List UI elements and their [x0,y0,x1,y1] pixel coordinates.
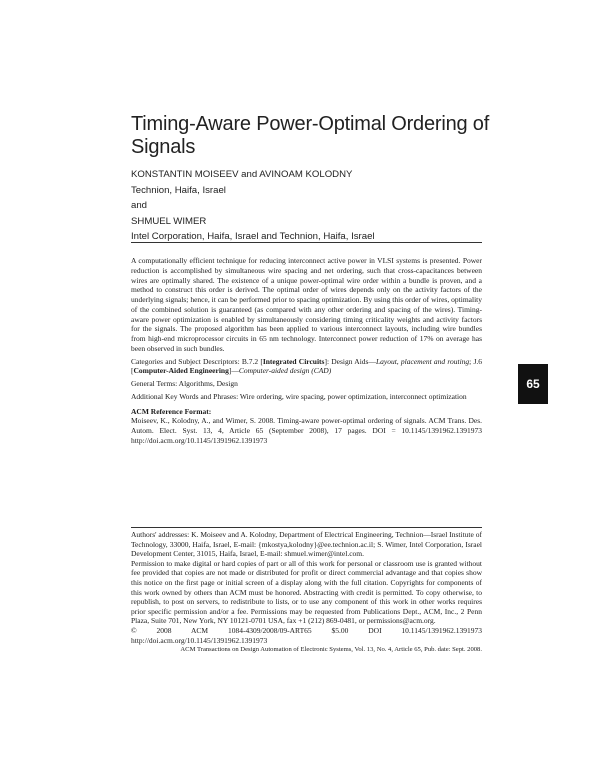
author-block [131,167,375,245]
authors-addresses: Authors' addresses: K. Moiseev and A. Kolodny, Department of Electrical Engineering, Technion—Israel Institute of Technology, 33000, Haifa, Israel, E-mail: {mkostya,kolodny}@ee.technion.ac.il; S. Wimer, Intel Corporation, Israel Development Center, 31015, Haifa, Israel, E-mail: shmuel.wimer@intel.com. [131,530,482,559]
footnote-divider [131,527,482,528]
permission-notice: Permission to make digital or hard copies of part or all of this work for personal or classroom use is granted without fee provided that copies are not made or distributed for profit or direct commercial advantage and that copies show this notice on the first page or initial screen of a display along with the full citation. Copyrights for components of this work owned by others than ACM must be honored. Abstracting with credit is permitted. To copy otherwise, to republish, to post on servers, to redistribute to lists, or to use any component of this work in other works requires prior specific permission and/or a fee. Permissions may be requested from Publications Dept., ACM, Inc., 2 Penn Plaza, Suite 701, New York, NY 10121-0701 USA, fax +1 (212) 869-0481, or permissions@acm.org. [131,558,482,626]
general-terms: General Terms: Algorithms, Design [131,379,238,388]
author-line-2: SHMUEL WIMER [131,215,207,227]
paper-title: Timing-Aware Power-Optimal Ordering of Signals [131,113,490,158]
acm-reference-text: Moiseev, K., Kolodny, A., and Wimer, S. 2008. Timing-aware power-optimal ordering of signals. ACM Trans. Des. Autom. Elect. Syst. 13, 4, Article 65 (September 2008), 17 pages. DOI = 10.1145/1391962.1391973 http://doi.acm.org/10.1145/1391962.1391973 [131,416,482,445]
abstract-section [131,256,482,446]
copyright-line: © 2008 ACM 1084-4309/2008/09-ART65 $5.00 DOI 10.1145/1391962.1391973 http://doi.acm.org/10.1145/1391962.1391973 [131,625,482,645]
journal-footer: ACM Transactions on Design Automation of Electronic Systems, Vol. 13, No. 4, Article 65, Pub. date: Sept. 2008. [180,646,482,653]
categories-line: Categories and Subject Descriptors: B.7.2 [Integrated Circuits]: Design Aids—Layout, placement and routing; J.6 [Computer-Aided Engineering]—Computer-aided design (CAD) [131,356,483,376]
footnote-section [131,530,482,645]
acm-reference-heading: ACM Reference Format: [131,406,212,416]
author-affiliation-1: Technion, Haifa, Israel [131,184,226,196]
header-divider [131,242,482,243]
page-number-tab: 65 [518,364,548,404]
author-line-1: KONSTANTIN MOISEEV and AVINOAM KOLODNY [131,169,353,180]
author-and: and [131,200,148,212]
abstract-text: A computationally efficient technique for reducing interconnect active power in VLSI systems is presented. Power reduction is accomplished by simultaneous wire spacing and net ordering, such that cross-capacitances between wires are optimally shared. The existence of a unique power-optimal wire order within a bundle is proven, and a method to construct this order is derived. The optimal order of wires depends only on the activity factors of the underlying signals; hence, it can be performed prior to spacing optimization. By using this order of wires, optimality of the combined solution is guaranteed (as compared with any other ordering and spacing of the wires). Timing-aware power optimization is enabled by simultaneously considering timing criticality weights and activity factors for the signals. The proposed algorithm has been applied to various interconnect layouts, including wire bundles from high-end microprocessor circuits in 65 nm technology. Interconnect power reduction of 17% on average has been observed in such bundles. [131,256,482,353]
keywords: Additional Key Words and Phrases: Wire ordering, wire spacing, power optimization, interconnect optimization [131,391,467,401]
author-affiliation-2: Intel Corporation, Haifa, Israel and Technion, Haifa, Israel [131,231,375,243]
